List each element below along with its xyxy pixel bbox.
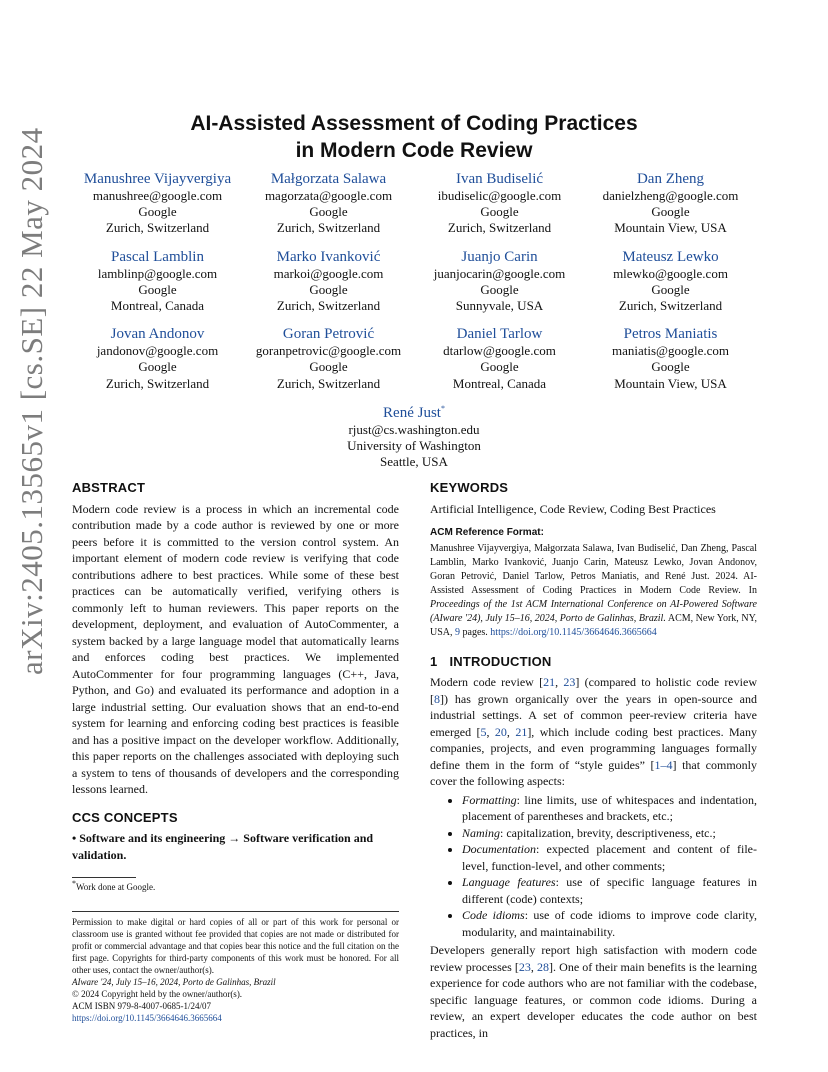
introduction-section [430, 654, 757, 1042]
footnote-mark: * [72, 879, 76, 888]
author-card [414, 171, 585, 237]
author-email: manushree@google.com [92, 188, 223, 203]
list-term: Documentation [462, 842, 536, 856]
author-row-1 [72, 171, 756, 237]
author-email: dtarlow@google.com [443, 343, 556, 359]
author-email: ibudiselic@google.com [437, 188, 562, 203]
author-card [243, 326, 414, 392]
citation-link[interactable]: 20 [494, 724, 507, 739]
citation-link[interactable]: 1–4 [654, 757, 673, 772]
title-line-2: in Modern Code Review [295, 139, 533, 162]
author-location: Montreal, Canada [110, 298, 205, 314]
list-item [462, 825, 757, 842]
author-email: mlewko@google.com [613, 265, 728, 281]
list-text: : capitalization, brevity, descriptiveness, etc.; [500, 825, 716, 840]
intro-paragraph-1: Modern code review [21, 23] (compared to holistic code review [8]) has grown organically over the years in open-source and industrial settings. A set of common peer-review criteria have emerged [5, 20, 21], which include coding best practices. Many companies, projects, and even programming languages formally define them in the form of “style guides” [1–4] that commonly cover the following aspects: [430, 675, 758, 788]
author-email: goranpetrovic@google.com [255, 343, 402, 359]
author-name: Mateusz Lewko [622, 248, 719, 265]
author-name: Manushree Vijayvergiya [83, 171, 232, 187]
section-title: INTRODUCTION [449, 653, 552, 669]
author-affiliation: Google [651, 359, 690, 375]
author-location: Sunnyvale, USA [455, 298, 544, 314]
acm-reference-authors: Manushree Vijayvergiya, Małgorzata Salawa, Ivan Budiselić, Dan Zheng, Pascal Lamblin, Marko Ivanković, Juanjo Carin, Mateusz Lewko, Jovan Andonov, Goran Petrović, Daniel Tarlow, Petros Maniatis, and René Just. 2024. [430, 542, 757, 582]
text-span: ]) has grown organically over the years in open-source and industrial settings. A set of common peer-review criteria have emerged [ [430, 691, 757, 739]
footnote-text: Work done at Google. [76, 882, 156, 892]
footnote [72, 881, 399, 893]
introduction-heading [430, 654, 757, 671]
ccs-heading: CCS CONCEPTS [72, 809, 178, 825]
citation-link[interactable]: 5 [480, 724, 487, 739]
author-card [585, 171, 756, 237]
abstract-heading: ABSTRACT [72, 480, 146, 495]
citation-link[interactable]: 8 [434, 691, 440, 706]
right-column [430, 480, 757, 1041]
author-card [414, 249, 585, 315]
author-block [72, 171, 756, 404]
author-card [585, 326, 756, 392]
author-name: Pascal Lamblin [111, 248, 204, 265]
author-affiliation: Google [138, 204, 177, 220]
author-affiliation: Google [138, 281, 177, 297]
acm-reference-proceedings: Proceedings of the 1st ACM International Conference on AI-Powered Software (AIware '24), July 15–16, 2024, Porto de Galinhas, Brazil. [430, 598, 757, 624]
text-span: ], which include coding best practices. Many companies, projects, and even programming languages formally define them in the form of “style guides” [ [430, 724, 757, 772]
acm-reference-title: AI-Assisted Assessment of Coding Practices in Modern Code Review. In [430, 570, 757, 596]
author-row-3 [72, 326, 756, 392]
author-affiliation: Google [480, 281, 519, 297]
footnote-rule [72, 877, 136, 878]
author-name: Ivan Budiselić [455, 171, 544, 187]
text-span: ] (compared to holistic code review [ [430, 675, 758, 706]
author-location: Zurich, Switzerland [276, 220, 381, 236]
author-name: Juanjo Carin [461, 248, 538, 265]
author-location: Zurich, Switzerland [618, 298, 723, 314]
author-email: lamblinp@google.com [97, 265, 218, 281]
author-email: juanjocarin@google.com [433, 265, 566, 281]
author-card [243, 249, 414, 315]
arxiv-identifier: arXiv:2405.13565v1 [cs.SE] 22 May 2024 [14, 127, 49, 675]
author-affiliation: Google [651, 281, 690, 297]
isbn-line: ACM ISBN 979-8-4007-0685-1/24/07 [72, 1001, 211, 1011]
list-text: : expected placement and content of file-level, function-level, and other comments; [462, 842, 757, 873]
ccs-section [72, 810, 399, 864]
author-location: Zurich, Switzerland [276, 375, 381, 391]
intro-paragraph-2: Developers generally report high satisfaction with modern code review processes [23, 28]. One of their main benefits is the learning experience for code authors who are not familiar with the codebase, specific language features, or common code idioms. During a review, an expert developer educates the code author on best practices, in [430, 943, 758, 1040]
list-item [462, 792, 757, 825]
author-affiliation: Google [138, 359, 177, 375]
author-location: Mountain View, USA [614, 220, 727, 236]
author-email: danielzheng@google.com [602, 188, 739, 203]
author-affiliation: Google [309, 359, 348, 375]
author-email: magorzata@google.com [264, 188, 393, 203]
copyright-line: © 2024 Copyright held by the owner/author(s). [72, 989, 243, 999]
author-card-last [0, 405, 828, 471]
author-name: Daniel Tarlow [456, 326, 543, 343]
author-card [72, 326, 243, 392]
author-name: Dan Zheng [636, 171, 705, 187]
keywords-text: Artificial Intelligence, Code Review, Coding Best Practices [430, 501, 716, 516]
author-location: Mountain View, USA [614, 375, 727, 391]
author-email: maniatis@google.com [611, 343, 730, 359]
author-name: Goran Petrović [282, 326, 375, 343]
pages-link[interactable]: 9 [455, 626, 461, 638]
list-term: Language features [462, 875, 556, 889]
abstract-text: Modern code review is a process in which an incremental code contribution made by a code author is reviewed by one or more peers before it is committed to the version control system. An important element of modern code review is verifying that code contributions adhere to best practices. While some of these best practices can be automatically verified, verifying others is commonly left to human reviewers. This paper reports on the development, deployment, and evaluation of AutoCommenter, a system backed by a large language model that automatically learns and enforces coding best practices. We implemented AutoCommenter for four programming languages (C++, Java, Python, and Go) and evaluated its performance and adoption in a large industrial setting. Our evaluation shows that an end-to-end system for learning and enforcing coding best practices is feasible and has a positive impact on the developer workflow. Additionally, this paper reports on the challenges associated with deploying such a system to tens of thousands of developers and the corresponding lessons learned. [72, 501, 399, 796]
acm-reference-pages: pages. [462, 626, 488, 638]
permission-block [72, 911, 399, 1024]
title-line-1: AI-Assisted Assessment of Coding Practices [190, 112, 638, 135]
author-name: René Just [383, 405, 441, 421]
author-email: jandonov@google.com [96, 343, 219, 359]
author-card [585, 249, 756, 315]
list-item [462, 841, 757, 874]
author-location: Montreal, Canada [452, 375, 547, 391]
list-term: Naming [462, 825, 501, 840]
coding-aspects-list [430, 792, 757, 941]
author-email: markoi@google.com [273, 265, 384, 281]
permission-text: Permission to make digital or hard copies of all or part of this work for personal or classroom use is granted without fee provided that copies are not made or distributed for profit or commercial advantage and that copies bear this notice and the full citation on the first page. Copyrights for third-party components of this work must be honored. For all other uses, contact the owner/author(s). [72, 917, 399, 975]
author-row-2 [72, 249, 756, 315]
acm-reference-publisher: ACM, New York, NY, USA, [430, 612, 758, 638]
citation-link[interactable]: 21 [515, 724, 528, 739]
author-location: Seattle, USA [380, 454, 448, 470]
left-column [72, 480, 399, 1024]
list-text: : use of specific language features in different (code) contexts; [462, 875, 757, 906]
citation-link[interactable]: 28 [537, 959, 550, 974]
footnote-marker: * [440, 404, 445, 413]
author-affiliation: University of Washington [347, 438, 481, 454]
author-location: Zurich, Switzerland [105, 220, 210, 236]
list-text: : line limits, use of whitespaces and indentation, placement of parentheses and brackets, etc.; [462, 792, 757, 823]
citation-link[interactable]: 23 [563, 675, 576, 689]
text-span: ]. One of their main benefits is the learning experience for code authors who are not familiar with the codebase, specific language features, or common code idioms. During a review, an expert developer educates the code author on best practices, in [430, 959, 758, 1040]
author-card [414, 326, 585, 392]
author-affiliation: Google [480, 359, 519, 375]
conference-venue: AIware '24, July 15–16, 2024, Porto de Galinhas, Brazil [72, 977, 276, 987]
paper-title [0, 110, 828, 164]
keywords-heading: KEYWORDS [430, 480, 509, 495]
acm-reference-label: ACM Reference Format: [430, 527, 544, 538]
section-number: 1 [430, 653, 438, 669]
author-location: Zurich, Switzerland [447, 220, 552, 236]
text-span: Modern code review [ [430, 675, 544, 689]
author-name: Małgorzata Salawa [270, 171, 387, 187]
list-term: Formatting [462, 792, 517, 807]
author-affiliation: Google [480, 204, 519, 220]
author-affiliation: Google [309, 204, 348, 220]
author-affiliation: Google [309, 281, 348, 297]
list-text: : use of code idioms to improve code clarity, modularity, and maintainability. [462, 908, 757, 939]
citation-link[interactable]: 21 [543, 675, 556, 689]
author-card [72, 171, 243, 237]
author-location: Zurich, Switzerland [105, 375, 210, 391]
citation-link[interactable]: 23 [518, 959, 531, 974]
author-name: Petros Maniatis [623, 326, 718, 343]
list-term: Code idioms [462, 908, 525, 922]
text-span: ] that commonly cover the following aspects: [430, 757, 757, 788]
author-card [72, 249, 243, 315]
list-item [462, 907, 757, 940]
list-item [462, 874, 757, 907]
author-location: Zurich, Switzerland [276, 298, 381, 314]
ccs-concept: • Software and its engineering → Software verification and validation. [72, 831, 374, 862]
author-name: Marko Ivanković [276, 248, 381, 265]
doi-link[interactable]: https://doi.org/10.1145/3664646.3665664 [72, 1013, 222, 1023]
author-name: Jovan Andonov [110, 326, 205, 343]
author-card [243, 171, 414, 237]
author-email: rjust@cs.washington.edu [348, 422, 480, 437]
author-affiliation: Google [651, 204, 690, 220]
acm-reference [430, 542, 757, 640]
acm-reference-doi-link[interactable]: https://doi.org/10.1145/3664646.3665664 [490, 626, 657, 638]
text-span: Developers generally report high satisfaction with modern code review processes [ [430, 943, 757, 974]
